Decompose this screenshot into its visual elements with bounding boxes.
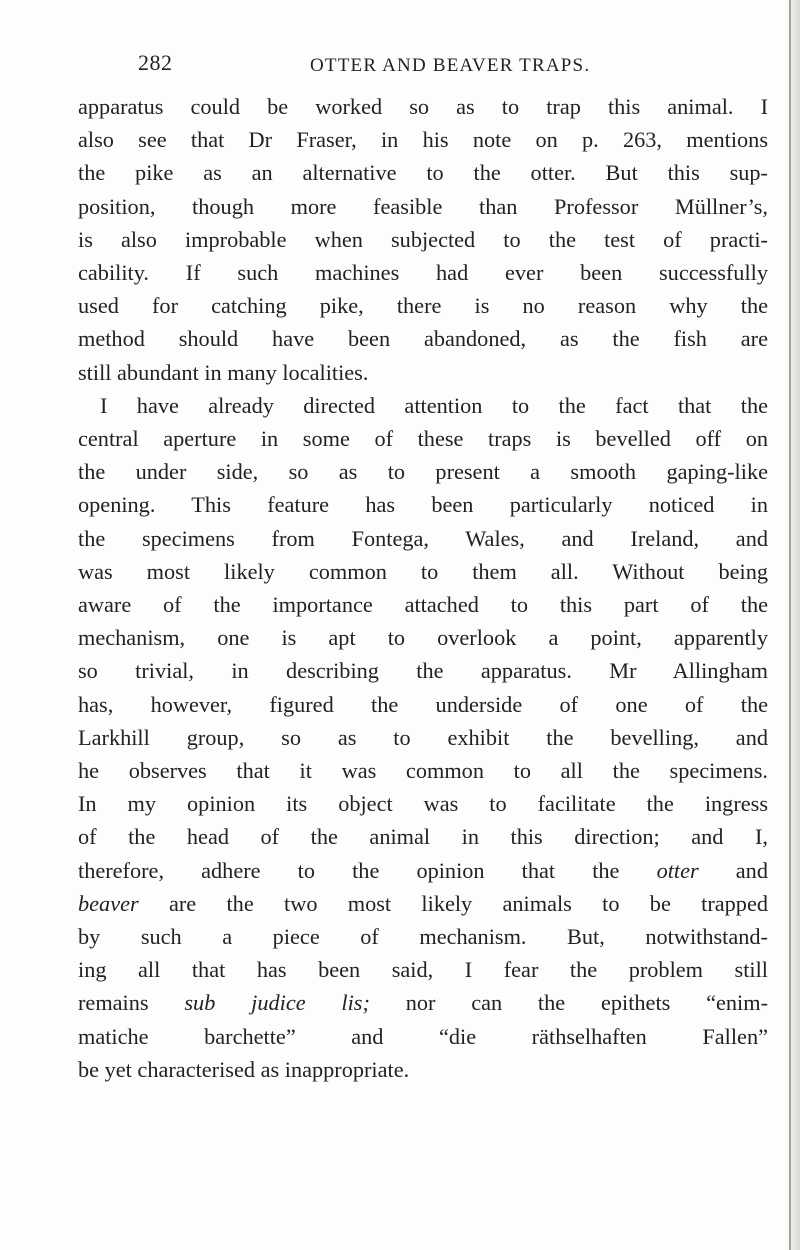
text-line: be yet characterised as inappropriate.: [78, 1056, 410, 1082]
text-run: remains: [78, 990, 185, 1016]
text-line: of the head of the animal in this direction; and I,: [78, 824, 768, 850]
page-number: 282: [138, 50, 173, 75]
text-line: he observes that it was common to all the specimens.: [78, 758, 768, 784]
text-line: mechanism, one is apt to overlook a point, apparently: [78, 625, 768, 651]
text-line: is also improbable when subjected to the test of practi-: [78, 226, 768, 252]
italic-phrase-sub-judice: sub judice lis;: [184, 990, 370, 1016]
text-line: still abundant in many localities.: [78, 359, 369, 385]
text-line: aware of the importance attached to this part of the: [78, 592, 768, 618]
text-run: therefore, adhere to the opinion that the: [78, 857, 657, 883]
text-line: the under side, so as to present a smooth gaping-like: [78, 459, 768, 485]
text-line: cability. If such machines had ever been successfully: [78, 260, 768, 286]
italic-term-beaver: beaver: [78, 890, 139, 916]
text-line: was most likely common to them all. Without being: [78, 558, 768, 584]
text-run: nor can the epithets “enim-: [369, 990, 769, 1016]
text-line: by such a piece of mechanism. But, notwithstand-: [78, 924, 768, 950]
text-line: matiche barchette” and “die räthselhaften Fallen”: [78, 1023, 768, 1049]
text-line: method should have been abandoned, as the fish are: [78, 326, 768, 352]
text-line: used for catching pike, there is no reason why the: [78, 293, 768, 319]
text-line: opening. This feature has been particularly noticed in: [78, 492, 768, 518]
text-line: apparatus could be worked so as to trap this animal. I: [78, 94, 768, 119]
text-line: the pike as an alternative to the otter. But this sup-: [78, 160, 768, 186]
italic-term-otter: otter: [656, 857, 699, 883]
text-line: has, however, figured the underside of one of the: [78, 691, 768, 717]
text-line: I have already directed attention to the fact that the: [100, 392, 768, 418]
text-line: [78, 854, 768, 887]
text-line: position, though more feasible than Professor Müllner’s,: [78, 193, 768, 219]
page-edge-line: [789, 0, 791, 1250]
text-line: the specimens from Fontega, Wales, and Ireland, and: [78, 525, 768, 551]
text-line: Larkhill group, so as to exhibit the bevelling, and: [78, 724, 768, 750]
text-line: [78, 986, 768, 1019]
text-line: In my opinion its object was to facilitate the ingress: [78, 791, 768, 817]
text-line: so trivial, in describing the apparatus. Mr Allingham: [78, 658, 768, 684]
text-run: are the two most likely animals to be trapped: [138, 890, 768, 916]
text-line: ing all that has been said, I fear the problem still: [78, 957, 768, 983]
running-head: OTTER AND BEAVER TRAPS.: [310, 55, 591, 76]
text-run: and: [698, 857, 768, 883]
text-line: [78, 887, 768, 920]
text-line: also see that Dr Fraser, in his note on p. 263, mentions: [78, 127, 768, 153]
body-text: [78, 90, 768, 1086]
text-line: central aperture in some of these traps is bevelled off on: [78, 426, 768, 452]
